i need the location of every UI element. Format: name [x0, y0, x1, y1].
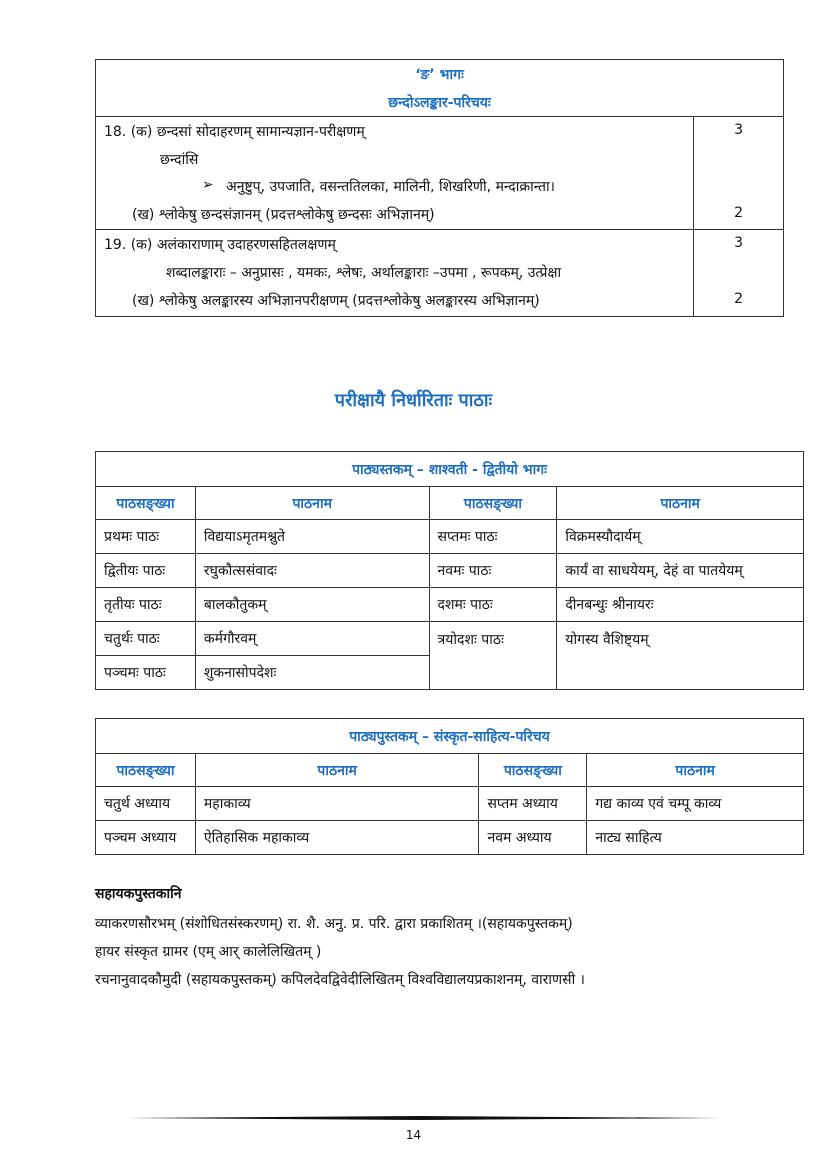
sahitya-table: [95, 718, 804, 855]
lesson-name: विद्ययाऽमृतमश्नुते: [195, 520, 429, 554]
lesson-number: तृतीयः पाठः: [96, 588, 196, 622]
section-header-line2: छन्दोऽलङ्कार-परिचयः: [388, 95, 491, 111]
chapter-number: सप्तम अध्याय: [479, 787, 587, 821]
q19-marks: [694, 230, 784, 317]
table-row: [96, 821, 804, 855]
q18-mark1: 3: [734, 122, 744, 138]
q19-line2: शब्दालङ्काराः – अनुप्रासः , यमकः, श्लेषः, अर्थालङ्काराः –उपमा , रूपकम्, उत्प्रेक्षा: [166, 265, 562, 281]
lesson-name: विक्रमस्यौदार्यम्: [557, 520, 804, 554]
lesson-name: रघुकौत्ससंवादः: [195, 554, 429, 588]
q18-line2: छन्दांसि: [160, 152, 199, 168]
chapter-number: पञ्चम अध्याय: [96, 821, 196, 855]
q19-line1: 19. (क) अलंकाराणाम् उदाहरणसहितलक्षणम्: [104, 237, 336, 253]
chapter-number: चतुर्थ अध्याय: [96, 787, 196, 821]
q18-marks: [694, 117, 784, 230]
q18-mark2: 2: [734, 205, 744, 221]
bullet-arrow-icon: ➢: [202, 177, 214, 193]
question-18-cell: [96, 117, 694, 230]
chapter-number: नवम अध्याय: [479, 821, 587, 855]
reference-item: रचनानुवादकौमुदी (सहायकपुस्तकम्) कपिलदेवद्विवेदीलिखितम् विश्वविद्यालयप्रकाशनम्, वाराणसी ।: [95, 972, 585, 988]
col-header: पाठसङ्ख्या: [479, 754, 587, 787]
chhanda-alankara-table: [95, 59, 784, 317]
chapter-name: गद्य काव्य एवं चम्पू काव्य: [587, 787, 804, 821]
reference-item: व्याकरणसौरभम् (संशोधितसंस्करणम्) रा. शै. अनु. प्र. परि. द्वारा प्रकाशितम् ।(सहायकपुस्तकम्): [95, 916, 573, 932]
lesson-number: सप्तमः पाठः: [429, 520, 557, 554]
col-header: पाठनाम: [195, 487, 429, 520]
lesson-name: शुकनासोपदेशः: [195, 656, 429, 690]
lesson-number: द्वितीयः पाठः: [96, 554, 196, 588]
reference-books: [95, 884, 815, 999]
table-row: [96, 520, 804, 554]
table-row: [96, 588, 804, 622]
reference-item: हायर संस्कृत ग्रामर (एम् आर् कालेलिखितम् ): [95, 944, 322, 960]
q18-line3: अनुष्टुप्, उपजाति, वसन्ततिलका, मालिनी, शिखरिणी, मन्दाक्रान्ता।: [226, 179, 555, 195]
col-header: पाठनाम: [195, 754, 479, 787]
page-number: 14: [405, 1128, 422, 1142]
footer-divider: [122, 1116, 720, 1120]
table-row: [96, 554, 804, 588]
col-header: पाठसङ्ख्या: [429, 487, 557, 520]
lesson-number: नवमः पाठः: [429, 554, 557, 588]
chapter-name: नाट्य साहित्य: [587, 821, 804, 855]
section-header-line1: ‘ङ’ भागः: [415, 67, 464, 83]
table-row: [96, 622, 804, 656]
q18-line1: 18. (क) छन्दसां सोदाहरणम् सामान्यज्ञान-परीक्षणम्: [104, 124, 365, 140]
col-header: पाठसङ्ख्या: [96, 487, 196, 520]
shashvati-table: [95, 451, 804, 690]
table-row: [96, 787, 804, 821]
q19-line3: (ख) श्लोकेषु अलङ्कारस्य अभिज्ञानपरीक्षणम् (प्रदत्तश्लोकेषु अलङ्कारस्य अभिज्ञानम्): [132, 293, 540, 309]
chapter-name: महाकाव्य: [195, 787, 479, 821]
q19-mark1: 3: [734, 235, 744, 251]
question-19-cell: [96, 230, 694, 317]
q19-mark2: 2: [734, 291, 744, 307]
shashvati-title: पाठ्यस्तकम् – शाश्वती - द्वितीयो भागः: [96, 452, 804, 487]
lesson-number: प्रथमः पाठः: [96, 520, 196, 554]
lesson-name: दीनबन्धुः श्रीनायरः: [557, 588, 804, 622]
lesson-number: दशमः पाठः: [429, 588, 557, 622]
lesson-number: पञ्चमः पाठः: [96, 656, 196, 690]
col-header: पाठनाम: [557, 487, 804, 520]
q18-line4: (ख) श्लोकेषु छन्दसंज्ञानम् (प्रदत्तश्लोकेषु छन्दसः अभिज्ञानम्): [132, 207, 435, 223]
main-heading: परीक्षायै निर्धारिताः पाठाः: [334, 390, 493, 411]
lesson-name: कर्मगौरवम्: [195, 622, 429, 656]
sahitya-title: पाठ्यपुस्तकम् – संस्कृत-साहित्य-परिचय: [96, 719, 804, 754]
section-header: [96, 60, 784, 117]
col-header: पाठनाम: [587, 754, 804, 787]
chapter-name: ऐतिहासिक महाकाव्य: [195, 821, 479, 855]
lesson-number: त्रयोदशः पाठः: [429, 622, 557, 690]
lesson-name: योगस्य वैशिष्ट्यम्: [557, 622, 804, 690]
lesson-name: बालकौतुकम्: [195, 588, 429, 622]
reference-heading: सहायकपुस्तकानि: [95, 886, 182, 902]
lesson-number: चतुर्थः पाठः: [96, 622, 196, 656]
col-header: पाठसङ्ख्या: [96, 754, 196, 787]
lesson-name: कार्यं वा साधयेयम्, देहं वा पातयेयम्: [557, 554, 804, 588]
